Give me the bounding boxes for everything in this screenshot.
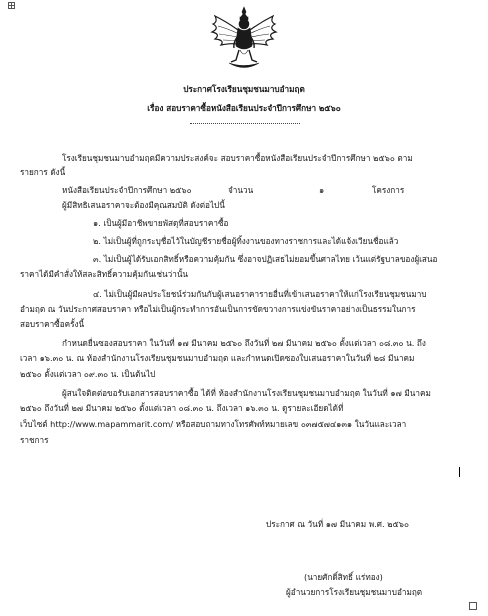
qualification-4-line-1: ๔. ไม่เป็นผู้มีผลประโยชน์ร่วมกันกับผู้เสนอราคารายอื่นที่เข้าเสนอราคาให้แก่โรงเรียนชุมชนมาบ	[93, 289, 427, 299]
qualification-2: ๒. ไม่เป็นผู้ที่ถูกระบุชื่อไว้ในบัญชีรายชื่อผู้ทิ้งงานของทางราชการและได้แจ้งเวียนชื่อแล้ว	[93, 236, 399, 246]
text-cursor	[459, 467, 460, 477]
move-handle-icon[interactable]	[8, 2, 15, 9]
schedule-line-2: เวลา ๑๖.๓๐ น. ณ ห้องสำนักงานโรงเรียนชุมชนมาบอำมฤต และกำหนดเปิดซองใบเสนอราคาในวันที่ ๒๘ มีนาคม	[20, 353, 415, 363]
intro-line-1: โรงเรียนชุมชนมาบอำมฤตมีความประสงค์จะ สอบราคาซื้อหนังสือเรียนประจำปีการศึกษา ๒๕๖๐ ตาม	[62, 153, 413, 163]
title-separator	[190, 123, 300, 124]
signer-position: ผู้อำนวยการโรงเรียนชุมชนมาบอำมฤต	[286, 587, 423, 597]
contact-line-2: ๒๕๖๐ ถึงวันที่ ๒๗ มีนาคม ๒๕๖๐ ตั้งแต่เวลา ๐๘.๓๐ น. ถึงเวลา ๑๖.๓๐ น. ดูรายละเอียดได้ที่	[20, 403, 344, 413]
contact-line-1: ผู้สนใจติดต่อขอรับเอกสารสอบราคาซื้อ ได้ที่ ห้องสำนักงานโรงเรียนชุมชนมาบอำมฤต ในวันที่ ๑๗ มีนาคม	[62, 388, 431, 398]
qualification-3-line-2: ราคาได้มีคำสั่งให้สละสิทธิ์ความคุ้มกันเช่นว่านั้น	[20, 269, 189, 279]
intro-line-2: รายการ ดังนี้	[20, 167, 66, 177]
signer-name: (นายศักดิ์สิทธิ์ แร่ทอง)	[304, 572, 383, 582]
item-name: หนังสือเรียนประจำปีการศึกษา ๒๕๖๐	[62, 185, 192, 195]
contact-line-3: เว็บไซต์ http://www.mapammarit.com/ หรือสอบถามทางโทรศัพท์หมายเลข ๐๓๗๕๗๔๑๓๑ ในวันและเวลา	[20, 419, 407, 429]
schedule-line-1: กำหนดยื่นซองสอบราคา ในวันที่ ๑๗ มีนาคม ๒๕๖๐ ถึงวันที่ ๒๗ มีนาคม ๒๕๖๐ ตั้งแต่เวลา ๐๘.๓๐ น. ถึง	[62, 338, 426, 348]
qualification-1: ๑. เป็นผู้มีอาชีพขายพัสดุที่สอบราคาซื้อ	[93, 218, 229, 228]
announcement-date: ประกาศ ณ วันที่ ๑๗ มีนาคม พ.ศ. ๒๕๖๐	[266, 519, 409, 529]
qualification-4-line-3: สอบราคาซื้อครั้งนี้	[20, 319, 85, 329]
resize-handle-icon[interactable]	[469, 602, 477, 610]
item-unit: โครงการ	[372, 185, 405, 195]
qualification-4-line-2: อำมฤต ณ วันประกาศสอบราคา หรือไม่เป็นผู้กระทำการอันเป็นการขัดขวางการแข่งขันราคาอย่างเป็นธรรมในการ	[20, 304, 416, 314]
qualification-3-line-1: ๓. ไม่เป็นผู้ได้รับเอกสิทธิ์หรือความคุ้มกัน ซึ่งอาจปฏิเสธไม่ยอมขึ้นศาลไทย เว้นแต่รัฐบาลของผู้เสนอ	[93, 254, 438, 264]
schedule-line-3: ๒๕๖๐ ตั้งแต่เวลา ๐๙.๓๐ น. เป็นต้นไป	[20, 369, 156, 379]
announcement-subject: เรื่อง สอบราคาซื้อหนังสือเรียนประจำปีการศึกษา ๒๕๖๐	[147, 103, 341, 113]
qualification-heading: ผู้มีสิทธิเสนอราคาจะต้องมีคุณสมบัติ ดังต่อไปนี้	[62, 200, 225, 210]
item-qty-label: จำนวน	[228, 185, 254, 195]
announcement-title: ประกาศโรงเรียนชุมชนมาบอำมฤต	[183, 84, 305, 94]
contact-line-4: ราชการ	[20, 435, 49, 445]
item-qty: ๑	[319, 185, 325, 195]
garuda-emblem	[209, 6, 279, 72]
